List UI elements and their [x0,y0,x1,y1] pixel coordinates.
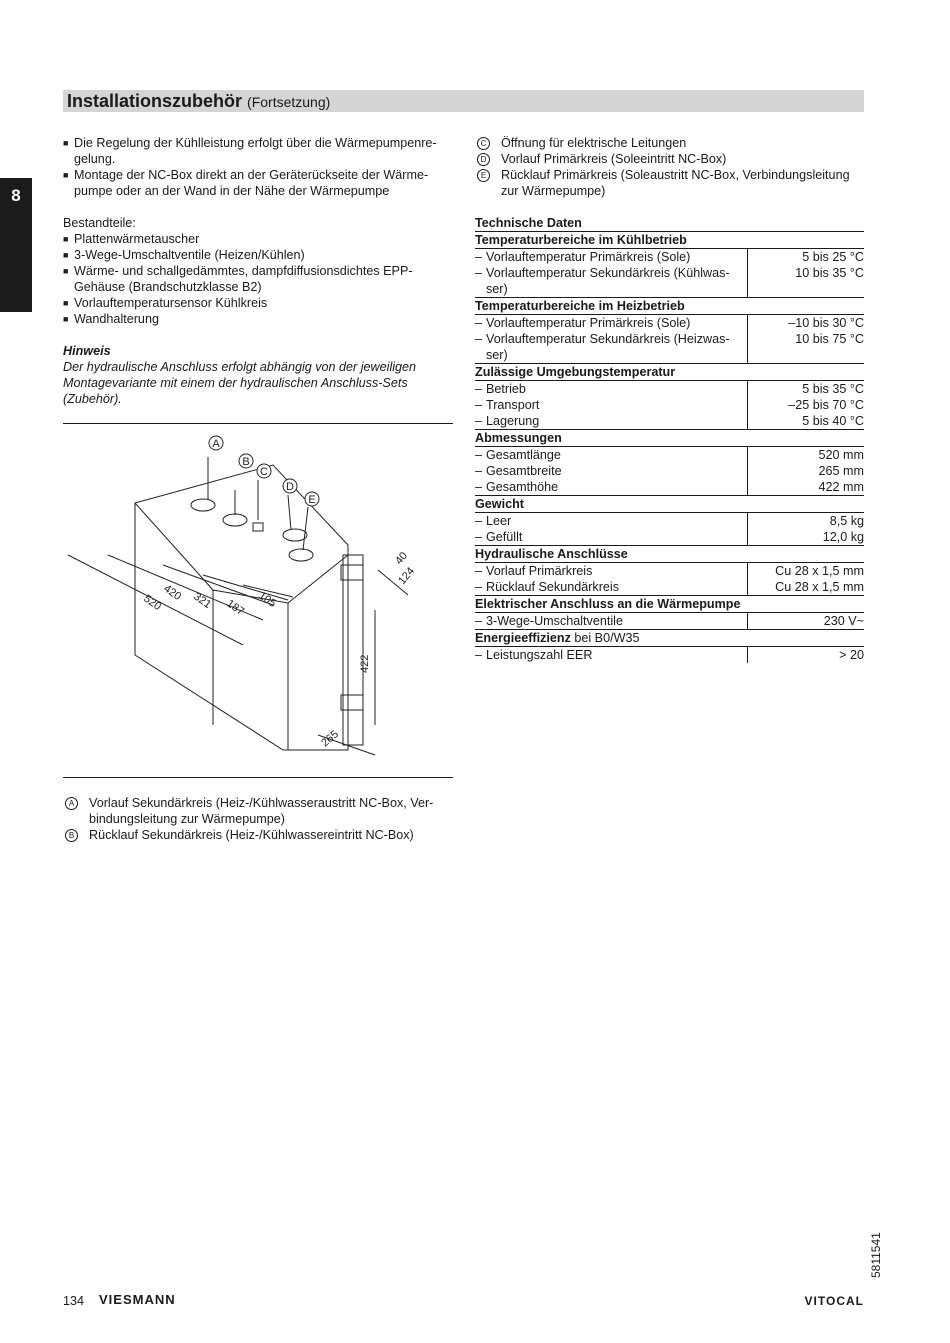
chapter-tab [0,178,32,312]
bracket-top [341,565,363,580]
diagram-bottom-rule [63,777,453,778]
dim-label-40: 40 [393,549,411,567]
list-item: ■ Vorlauftemperatursensor Kühlkreis [63,296,268,310]
tech-group-title: Temperaturbereiche im Heizbetrieb [475,298,864,315]
table-row: – Leer 8,5 kg [475,514,864,528]
table-row: – Vorlauftemperatur Primärkreis (Sole) 5 bis 25 °C [475,250,864,264]
tech-group-title: Elektrischer Anschluss an die Wärmepumpe [475,596,864,613]
bracket-bottom [341,695,363,710]
viessmann-logo: VIESMANN [99,1292,176,1307]
tech-group-title: Abmessungen [475,430,864,447]
dim-label-520: 520 [141,592,164,613]
tech-data-table [475,215,864,663]
table-row: – Leistungszahl EER > 20 [475,648,864,662]
callout-e: E [308,494,316,506]
connection-e [289,549,313,561]
list-item: ■ Wärme- und schallgedämmtes, dampfdiffusionsdichtes EPP- Gehäuse (Brandschutzklasse B2) [63,264,413,294]
section-title: Installationszubehör [67,91,243,111]
chapter-number: 8 [11,186,21,205]
square-bullet-icon: ■ [63,266,69,276]
table-row: – Lagerung 5 bis 40 °C [475,414,864,428]
connection-b [223,514,247,526]
tech-group-title: Gewicht [475,496,864,513]
components-label: Bestandteile: [63,216,136,230]
table-row: – Gesamtbreite 265 mm [475,464,864,478]
connection-c [253,523,263,531]
left-column [63,135,453,407]
wall-bracket [343,555,363,745]
legend-key: C [477,137,490,150]
square-bullet-icon: ■ [63,250,69,260]
dim-label-420: 420 [161,582,184,603]
callout-b: B [242,456,250,468]
nc-box-dimension-drawing [63,425,453,775]
table-row: – Betrieb 5 bis 35 °C [475,382,864,396]
square-bullet-icon: ■ [63,298,69,308]
hint-title: Hinweis [63,344,111,358]
table-row: – Gesamthöhe 422 mm [475,480,864,494]
square-bullet-icon: ■ [63,170,69,180]
legend-item: A Vorlauf Sekundärkreis (Heiz-/Kühlwasseraustritt NC-Box, Ver- bindungsleitung zur Wärmepumpe) [63,795,453,827]
dim-label-105: 105 [256,589,279,610]
tech-group-title: Zulässige Umgebungstemperatur [475,364,864,381]
dim-label-265: 265 [319,728,341,750]
dim-label-187: 187 [224,597,247,618]
legend-left [63,795,453,843]
table-row: – Gefüllt 12,0 kg [475,530,864,544]
callout-a: A [212,438,220,450]
tech-table-title: Technische Daten [475,215,864,232]
list-item: ■ Montage der NC-Box direkt an der Geräterückseite der Wärme- pumpe oder an der Wand in der Nähe der Wärmepumpe [63,168,429,198]
section-header [63,90,864,112]
square-bullet-icon: ■ [63,314,69,324]
table-row: – Vorlauftemperatur Primärkreis (Sole) –10 bis 30 °C [475,316,864,330]
square-bullet-icon: ■ [63,138,69,148]
page-number: 134 [63,1294,85,1308]
table-row: – Transport –25 bis 70 °C [475,398,864,412]
legend-item: D Vorlauf Primärkreis (Soleeintritt NC-Box) [475,151,864,167]
tech-group-title: Energieeffizienz bei B0/W35 [475,630,864,647]
hint-text: Der hydraulische Anschluss erfolgt abhängig von der jeweiligen Montagevariante mit einem der hydraulischen Anschluss-Sets (Zubehör). [63,360,417,406]
list-item: ■ 3-Wege-Umschaltventile (Heizen/Kühlen) [63,248,305,262]
callout-c: C [260,466,268,478]
legend-key: E [477,169,490,182]
connection-a [191,499,215,511]
legend-key: D [477,153,490,166]
list-item: ■ Plattenwärmetauscher [63,232,200,246]
dim-label-124: 124 [396,565,418,587]
legend-item: E Rücklauf Primärkreis (Soleaustritt NC-Box, Verbindungsleitung zur Wärmepumpe) [475,167,864,199]
table-row: – Gesamtlänge 520 mm [475,448,864,462]
tech-group-title: Temperaturbereiche im Kühlbetrieb [475,232,864,249]
vitocal-brand: VITOCAL [804,1294,864,1308]
intro-list [63,135,453,199]
square-bullet-icon: ■ [63,234,69,244]
dim-label-422: 422 [359,654,371,673]
document-number: 5811541 [869,1232,883,1278]
components-list [63,231,453,327]
legend-key: A [65,797,78,810]
table-row: – 3-Wege-Umschaltventile 230 V~ [475,614,864,628]
list-item: ■ Wandhalterung [63,312,159,326]
list-item: ■ Die Regelung der Kühlleistung erfolgt über die Wärmepumpenre- gelung. [63,136,437,166]
legend-key: B [65,829,78,842]
diagram-top-rule [63,423,453,424]
connection-d [283,529,307,541]
section-subtitle: (Fortsetzung) [247,94,331,110]
legend-item: C Öffnung für elektrische Leitungen [475,135,864,151]
table-row: – Vorlauftemperatur Sekundärkreis (Kühlwas- ser) 10 bis 35 °C [475,266,864,296]
table-row: – Rücklauf Sekundärkreis Cu 28 x 1,5 mm [475,580,864,594]
tech-group-title: Hydraulische Anschlüsse [475,546,864,563]
right-column [475,135,864,663]
dim-187 [203,575,288,600]
table-row: – Vorlauf Primärkreis Cu 28 x 1,5 mm [475,564,864,578]
dim-label-321: 321 [191,590,214,611]
table-row: – Vorlauftemperatur Sekundärkreis (Heizwas- ser) 10 bis 75 °C [475,332,864,362]
callout-d: D [286,481,294,493]
legend-item: B Rücklauf Sekundärkreis (Heiz-/Kühlwassereintritt NC-Box) [63,827,453,843]
